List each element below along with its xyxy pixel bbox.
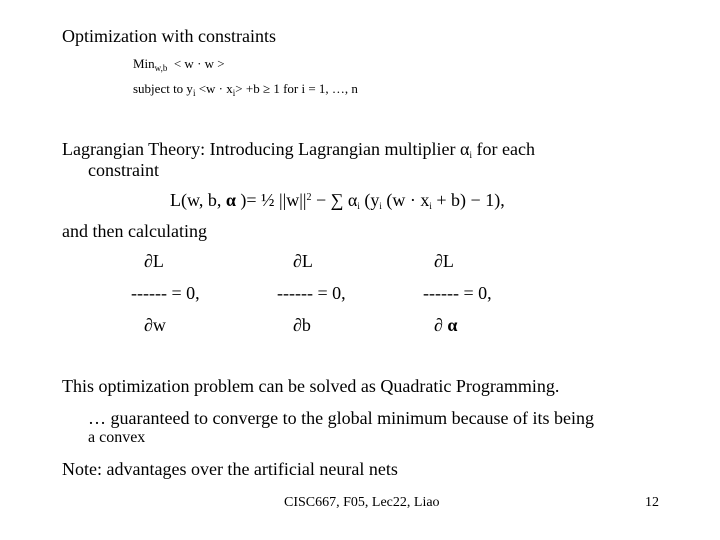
partial-1-denominator: ∂w — [144, 315, 166, 335]
lagrangian-intro-text: Lagrangian Theory: Introducing Lagrangian multiplier — [62, 139, 461, 159]
constraint-prefix: subject to y — [133, 81, 193, 96]
eq-part-2: )= ½ ||w|| — [235, 190, 307, 210]
eq-square: 2 — [306, 192, 312, 203]
constraint-rest: > +b ≥ 1 for i = 1, …, n — [235, 81, 358, 96]
constraint-line — [133, 81, 358, 97]
partial-1-fraction: ------ = 0, — [131, 283, 200, 303]
slide-footer: CISC667, F05, Lec22, Liao — [284, 495, 440, 510]
then-calculating: and then calculating — [62, 221, 207, 241]
guarantee-line1: … guaranteed to converge to the global minimum because of its being — [88, 408, 595, 428]
min-subscript: w,b — [154, 63, 168, 73]
partial-1-numerator: ∂L — [144, 251, 164, 271]
lagrangian-equation — [170, 190, 505, 211]
min-objective-line — [133, 56, 225, 72]
qp-statement: This optimization problem can be solved as Quadratic Programming. — [62, 376, 560, 396]
constraint-sub-i2: i — [232, 88, 236, 98]
eq-sub-i2: i — [379, 201, 382, 211]
alpha-symbol: α — [460, 139, 470, 159]
page-number: 12 — [645, 495, 659, 510]
slide-heading: Optimization with constraints — [62, 26, 276, 46]
constraint-mid: <w · x — [195, 81, 233, 96]
alpha-subscript: i — [469, 150, 472, 160]
lagrangian-intro-line1 — [62, 139, 535, 160]
guarantee-line2: a convex — [88, 429, 146, 446]
partial-2-denominator: ∂b — [293, 315, 311, 335]
eq-part-1: L(w, b, — [170, 190, 226, 210]
constraint-sub-i: i — [192, 88, 196, 98]
eq-part-3: − ∑ α — [311, 190, 358, 210]
eq-sub-i: i — [357, 201, 360, 211]
partial-3-del: ∂ — [434, 315, 443, 335]
partial-3-denominator — [434, 315, 457, 336]
eq-alpha-bold: α — [225, 190, 236, 210]
eq-part-5: (w · x — [381, 190, 430, 210]
lagrangian-intro-line2: constraint — [88, 160, 159, 180]
partial-3-fraction: ------ = 0, — [423, 283, 492, 303]
min-label: Min — [133, 56, 155, 71]
eq-sub-i3: i — [429, 201, 432, 211]
eq-part-6: + b) − 1), — [431, 190, 505, 210]
eq-part-4: (y — [359, 190, 380, 210]
min-expression: < w · w > — [173, 56, 225, 71]
partial-2-fraction: ------ = 0, — [277, 283, 346, 303]
partial-2-numerator: ∂L — [293, 251, 313, 271]
partial-3-numerator: ∂L — [434, 251, 454, 271]
partial-3-alpha: α — [447, 315, 458, 335]
lagrangian-intro-tail: for each — [472, 139, 535, 159]
note-line: Note: advantages over the artificial neural nets — [62, 459, 398, 479]
